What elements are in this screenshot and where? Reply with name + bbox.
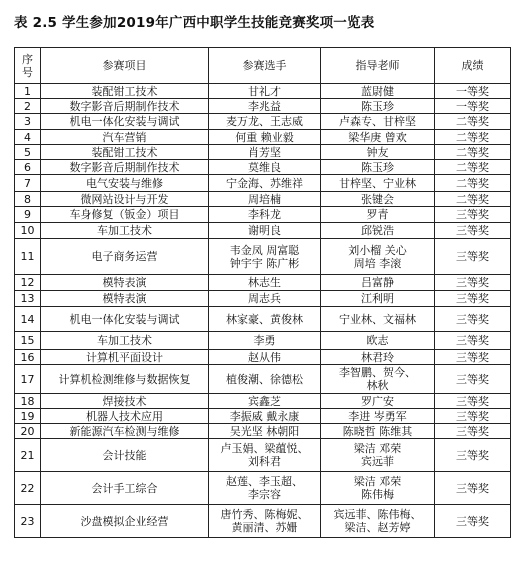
row-project: 计算机平面设计 [41, 350, 209, 365]
header-teachers: 指导老师 [321, 48, 435, 84]
row-project: 电气安装与维修 [41, 175, 209, 192]
row-students: 莫维良 [209, 160, 321, 175]
row-students: 李科龙 [209, 207, 321, 223]
row-project: 数字影音后期制作技术 [41, 99, 209, 114]
table-row [15, 307, 511, 332]
row-students: 韦金凤 周富聪 钟宇宇 陈广彬 [209, 239, 321, 275]
header-project: 参赛项目 [41, 48, 209, 84]
row-project: 机电一体化安装与调试 [41, 114, 209, 130]
table-row [15, 223, 511, 239]
row-index: 8 [15, 192, 41, 207]
row-teachers: 欧志 [321, 332, 435, 350]
row-index: 7 [15, 175, 41, 192]
table-row [15, 275, 511, 291]
row-index: 20 [15, 424, 41, 439]
row-index: 13 [15, 291, 41, 307]
row-result: 三等奖 [435, 307, 511, 332]
row-result: 三等奖 [435, 394, 511, 409]
row-teachers: 陈玉珍 [321, 99, 435, 114]
row-students: 林家豪、黄俊林 [209, 307, 321, 332]
row-index: 16 [15, 350, 41, 365]
row-teachers: 李进 岑勇军 [321, 409, 435, 424]
table-row [15, 160, 511, 175]
row-result: 三等奖 [435, 424, 511, 439]
row-result: 三等奖 [435, 239, 511, 275]
row-result: 三等奖 [435, 223, 511, 239]
row-result: 三等奖 [435, 291, 511, 307]
row-index: 6 [15, 160, 41, 175]
header-result: 成绩 [435, 48, 511, 84]
row-project: 电子商务运营 [41, 239, 209, 275]
table-row [15, 424, 511, 439]
table-row [15, 175, 511, 192]
row-students: 赵从伟 [209, 350, 321, 365]
row-index: 1 [15, 84, 41, 99]
row-teachers: 李智鹏、贺今、 林秋 [321, 365, 435, 394]
row-project: 机器人技术应用 [41, 409, 209, 424]
table-row [15, 207, 511, 223]
row-teachers: 陈晓哲 陈维其 [321, 424, 435, 439]
header-index: 序 号 [15, 48, 41, 84]
row-index: 19 [15, 409, 41, 424]
row-project: 模特表演 [41, 275, 209, 291]
table-title: 表 2.5 学生参加2019年广西中职学生技能竞赛奖项一览表 [14, 15, 375, 31]
row-result: 二等奖 [435, 114, 511, 130]
row-students: 麦万龙、王志威 [209, 114, 321, 130]
row-project: 数字影音后期制作技术 [41, 160, 209, 175]
row-students: 吴光坚 林朝阳 [209, 424, 321, 439]
row-result: 三等奖 [435, 350, 511, 365]
row-index: 21 [15, 439, 41, 472]
table-body [15, 84, 511, 538]
row-result: 二等奖 [435, 192, 511, 207]
row-result: 一等奖 [435, 84, 511, 99]
row-teachers: 宁业林、文福林 [321, 307, 435, 332]
row-project: 装配钳工技术 [41, 145, 209, 160]
row-project: 会计手工综合 [41, 472, 209, 505]
table-row [15, 472, 511, 505]
table-row [15, 291, 511, 307]
row-teachers: 江利明 [321, 291, 435, 307]
row-teachers: 蓝尉健 [321, 84, 435, 99]
row-teachers: 张键会 [321, 192, 435, 207]
row-students: 植俊潮、徐德松 [209, 365, 321, 394]
row-index: 22 [15, 472, 41, 505]
table-row [15, 130, 511, 145]
table-row [15, 84, 511, 99]
awards-table [14, 47, 511, 538]
table-row [15, 439, 511, 472]
row-project: 车加工技术 [41, 223, 209, 239]
row-teachers: 钟友 [321, 145, 435, 160]
row-students: 卢玉娟、梁蕴悦、 刘科君 [209, 439, 321, 472]
row-result: 二等奖 [435, 160, 511, 175]
row-teachers: 罗青 [321, 207, 435, 223]
row-students: 宾鑫芝 [209, 394, 321, 409]
row-index: 14 [15, 307, 41, 332]
row-students: 唐竹秀、陈梅妮、 黄丽清、苏姗 [209, 505, 321, 538]
table-row [15, 350, 511, 365]
row-result: 三等奖 [435, 365, 511, 394]
row-index: 2 [15, 99, 41, 114]
table-row [15, 332, 511, 350]
row-teachers: 梁洁 邓荣 宾远菲 [321, 439, 435, 472]
row-students: 周志兵 [209, 291, 321, 307]
row-teachers: 宾远菲、陈伟梅、 梁洁、赵芳婷 [321, 505, 435, 538]
row-index: 4 [15, 130, 41, 145]
row-project: 焊接技术 [41, 394, 209, 409]
row-index: 17 [15, 365, 41, 394]
row-project: 机电一体化安装与调试 [41, 307, 209, 332]
row-project: 计算机检测维修与数据恢复 [41, 365, 209, 394]
row-students: 谢明良 [209, 223, 321, 239]
row-students: 肖芳坚 [209, 145, 321, 160]
row-project: 车身修复（钣金）项目 [41, 207, 209, 223]
row-teachers: 罗广安 [321, 394, 435, 409]
table-row [15, 365, 511, 394]
row-index: 12 [15, 275, 41, 291]
row-result: 三等奖 [435, 275, 511, 291]
table-row [15, 192, 511, 207]
row-teachers: 甘梓坚、宁业林 [321, 175, 435, 192]
table-row [15, 394, 511, 409]
row-teachers: 林君玲 [321, 350, 435, 365]
row-teachers: 陈玉珍 [321, 160, 435, 175]
table-row [15, 145, 511, 160]
row-index: 18 [15, 394, 41, 409]
row-teachers: 梁洁 邓荣 陈伟梅 [321, 472, 435, 505]
row-index: 10 [15, 223, 41, 239]
row-project: 微网站设计与开发 [41, 192, 209, 207]
row-students: 林志生 [209, 275, 321, 291]
row-students: 李勇 [209, 332, 321, 350]
row-project: 汽车营销 [41, 130, 209, 145]
header-students: 参赛选手 [209, 48, 321, 84]
row-teachers: 吕富静 [321, 275, 435, 291]
row-students: 李振威 戴永康 [209, 409, 321, 424]
row-project: 沙盘模拟企业经营 [41, 505, 209, 538]
row-index: 11 [15, 239, 41, 275]
row-students: 何重 赖业毅 [209, 130, 321, 145]
row-teachers: 卢森专、甘梓坚 [321, 114, 435, 130]
row-index: 9 [15, 207, 41, 223]
row-project: 车加工技术 [41, 332, 209, 350]
row-result: 三等奖 [435, 409, 511, 424]
row-result: 二等奖 [435, 145, 511, 160]
row-result: 三等奖 [435, 472, 511, 505]
row-index: 23 [15, 505, 41, 538]
table-row [15, 409, 511, 424]
row-students: 赵莲、李玉超、 李宗容 [209, 472, 321, 505]
row-result: 三等奖 [435, 505, 511, 538]
row-teachers: 刘小榴 关心 周培 李滚 [321, 239, 435, 275]
table-row [15, 505, 511, 538]
table-row [15, 114, 511, 130]
row-result: 三等奖 [435, 207, 511, 223]
row-result: 二等奖 [435, 130, 511, 145]
row-teachers: 梁华庚 曾欢 [321, 130, 435, 145]
row-project: 模特表演 [41, 291, 209, 307]
row-students: 周培楠 [209, 192, 321, 207]
row-index: 15 [15, 332, 41, 350]
row-result: 三等奖 [435, 439, 511, 472]
header-row [15, 48, 511, 84]
row-teachers: 邱锐浩 [321, 223, 435, 239]
row-students: 李兆益 [209, 99, 321, 114]
row-result: 二等奖 [435, 175, 511, 192]
row-project: 装配钳工技术 [41, 84, 209, 99]
row-project: 新能源汽车检测与维修 [41, 424, 209, 439]
row-students: 甘礼才 [209, 84, 321, 99]
row-index: 5 [15, 145, 41, 160]
table-row [15, 239, 511, 275]
row-project: 会计技能 [41, 439, 209, 472]
row-index: 3 [15, 114, 41, 130]
row-result: 一等奖 [435, 99, 511, 114]
row-result: 三等奖 [435, 332, 511, 350]
table-row [15, 99, 511, 114]
row-students: 宁金海、苏维祥 [209, 175, 321, 192]
